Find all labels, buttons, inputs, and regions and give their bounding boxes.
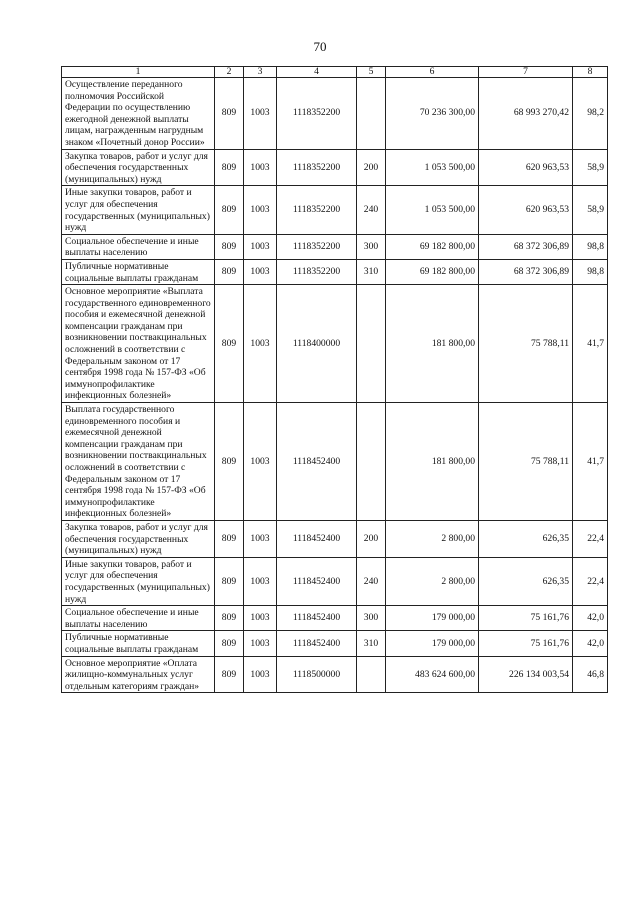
row-target-article-cell: 1118452400 [277, 631, 357, 656]
row-section-cell: 1003 [244, 186, 277, 234]
row-name-cell: Основное мероприятие «Выплата государственного единовременного пособия и ежемесячной денежной компенсации гражданам при возникновении поствакцинальных осложнений в соответствии с Федеральным законом от 17 сентября 1998 года № 157-ФЗ «Об иммунопрофилактике инфекционных болезней» [62, 285, 215, 403]
row-executed-amount-cell: 620 963,53 [479, 186, 573, 234]
row-target-article-cell: 1118352200 [277, 149, 357, 186]
row-section-cell: 1003 [244, 606, 277, 631]
header-cell: 2 [215, 67, 244, 78]
row-target-article-cell: 1118400000 [277, 285, 357, 403]
row-expense-type-cell [357, 78, 386, 150]
table-row [62, 234, 608, 259]
table-row [62, 557, 608, 605]
row-section-cell: 1003 [244, 557, 277, 605]
row-name-cell: Социальное обеспечение и иные выплаты населению [62, 606, 215, 631]
row-name-cell: Осуществление переданного полномочия Российской Федерации по осуществлению ежегодной денежной выплаты лицам, награжденным нагрудным знаком «Почетный донор России» [62, 78, 215, 150]
row-section-cell: 1003 [244, 234, 277, 259]
row-code-cell: 809 [215, 78, 244, 150]
table-row [62, 285, 608, 403]
row-code-cell: 809 [215, 606, 244, 631]
row-planned-amount-cell: 181 800,00 [386, 403, 479, 521]
row-target-article-cell: 1118500000 [277, 656, 357, 693]
table-row [62, 259, 608, 284]
row-section-cell: 1003 [244, 631, 277, 656]
row-code-cell: 809 [215, 631, 244, 656]
row-planned-amount-cell: 2 800,00 [386, 520, 479, 557]
row-name-cell: Иные закупки товаров, работ и услуг для обеспечения государственных (муниципальных) нужд [62, 557, 215, 605]
row-percent-cell: 58,9 [573, 149, 608, 186]
row-percent-cell: 41,7 [573, 285, 608, 403]
row-expense-type-cell [357, 656, 386, 693]
row-executed-amount-cell: 68 372 306,89 [479, 259, 573, 284]
table-row [62, 403, 608, 521]
row-target-article-cell: 1118352200 [277, 259, 357, 284]
row-executed-amount-cell: 620 963,53 [479, 149, 573, 186]
table-row [62, 520, 608, 557]
row-planned-amount-cell: 179 000,00 [386, 631, 479, 656]
row-expense-type-cell: 310 [357, 259, 386, 284]
row-section-cell: 1003 [244, 403, 277, 521]
table-row [62, 631, 608, 656]
table-row [62, 656, 608, 693]
row-code-cell: 809 [215, 285, 244, 403]
row-code-cell: 809 [215, 557, 244, 605]
row-planned-amount-cell: 483 624 600,00 [386, 656, 479, 693]
header-cell: 5 [357, 67, 386, 78]
row-planned-amount-cell: 2 800,00 [386, 557, 479, 605]
row-planned-amount-cell: 69 182 800,00 [386, 234, 479, 259]
row-planned-amount-cell: 1 053 500,00 [386, 149, 479, 186]
table-row [62, 149, 608, 186]
row-name-cell: Закупка товаров, работ и услуг для обеспечения государственных (муниципальных) нужд [62, 520, 215, 557]
header-cell: 7 [479, 67, 573, 78]
row-executed-amount-cell: 626,35 [479, 520, 573, 557]
row-expense-type-cell: 200 [357, 149, 386, 186]
row-percent-cell: 58,9 [573, 186, 608, 234]
row-executed-amount-cell: 75 161,76 [479, 631, 573, 656]
row-target-article-cell: 1118452400 [277, 403, 357, 521]
row-expense-type-cell: 310 [357, 631, 386, 656]
row-target-article-cell: 1118452400 [277, 557, 357, 605]
row-planned-amount-cell: 179 000,00 [386, 606, 479, 631]
row-target-article-cell: 1118452400 [277, 520, 357, 557]
row-executed-amount-cell: 226 134 003,54 [479, 656, 573, 693]
row-section-cell: 1003 [244, 656, 277, 693]
row-percent-cell: 22,4 [573, 557, 608, 605]
row-target-article-cell: 1118352200 [277, 78, 357, 150]
row-planned-amount-cell: 69 182 800,00 [386, 259, 479, 284]
row-executed-amount-cell: 68 372 306,89 [479, 234, 573, 259]
row-code-cell: 809 [215, 149, 244, 186]
row-planned-amount-cell: 1 053 500,00 [386, 186, 479, 234]
row-expense-type-cell: 200 [357, 520, 386, 557]
row-percent-cell: 22,4 [573, 520, 608, 557]
row-name-cell: Основное мероприятие «Оплата жилищно-коммунальных услуг отдельным категориям граждан» [62, 656, 215, 693]
row-name-cell: Социальное обеспечение и иные выплаты населению [62, 234, 215, 259]
row-section-cell: 1003 [244, 259, 277, 284]
table-row [62, 186, 608, 234]
row-section-cell: 1003 [244, 149, 277, 186]
row-percent-cell: 98,2 [573, 78, 608, 150]
header-cell: 6 [386, 67, 479, 78]
row-target-article-cell: 1118352200 [277, 234, 357, 259]
table-row [62, 606, 608, 631]
row-code-cell: 809 [215, 186, 244, 234]
row-expense-type-cell [357, 403, 386, 521]
row-executed-amount-cell: 75 788,11 [479, 285, 573, 403]
row-name-cell: Выплата государственного единовременного пособия и ежемесячной денежной компенсации гражданам при возникновении поствакцинальных осложнений в соответствии с Федеральным законом от 17 сентября 1998 года № 157-ФЗ «Об иммунопрофилактике инфекционных болезней» [62, 403, 215, 521]
row-target-article-cell: 1118352200 [277, 186, 357, 234]
budget-execution-table [61, 66, 608, 693]
row-percent-cell: 98,8 [573, 234, 608, 259]
row-name-cell: Публичные нормативные социальные выплаты гражданам [62, 631, 215, 656]
page-number: 70 [313, 39, 327, 54]
row-section-cell: 1003 [244, 78, 277, 150]
row-expense-type-cell: 240 [357, 557, 386, 605]
row-percent-cell: 42,0 [573, 631, 608, 656]
row-executed-amount-cell: 68 993 270,42 [479, 78, 573, 150]
header-cell: 8 [573, 67, 608, 78]
row-code-cell: 809 [215, 520, 244, 557]
row-percent-cell: 46,8 [573, 656, 608, 693]
row-name-cell: Публичные нормативные социальные выплаты гражданам [62, 259, 215, 284]
header-cell: 4 [277, 67, 357, 78]
row-executed-amount-cell: 75 161,76 [479, 606, 573, 631]
row-name-cell: Закупка товаров, работ и услуг для обеспечения государственных (муниципальных) нужд [62, 149, 215, 186]
row-code-cell: 809 [215, 403, 244, 521]
row-percent-cell: 98,8 [573, 259, 608, 284]
row-expense-type-cell [357, 285, 386, 403]
row-target-article-cell: 1118452400 [277, 606, 357, 631]
row-expense-type-cell: 300 [357, 234, 386, 259]
row-code-cell: 809 [215, 259, 244, 284]
row-name-cell: Иные закупки товаров, работ и услуг для обеспечения государственных (муниципальных) нужд [62, 186, 215, 234]
row-executed-amount-cell: 75 788,11 [479, 403, 573, 521]
row-planned-amount-cell: 181 800,00 [386, 285, 479, 403]
row-expense-type-cell: 300 [357, 606, 386, 631]
header-cell: 3 [244, 67, 277, 78]
row-executed-amount-cell: 626,35 [479, 557, 573, 605]
row-section-cell: 1003 [244, 520, 277, 557]
row-section-cell: 1003 [244, 285, 277, 403]
table-header-row [62, 67, 608, 78]
row-expense-type-cell: 240 [357, 186, 386, 234]
row-code-cell: 809 [215, 656, 244, 693]
row-code-cell: 809 [215, 234, 244, 259]
row-percent-cell: 42,0 [573, 606, 608, 631]
row-percent-cell: 41,7 [573, 403, 608, 521]
table-row [62, 78, 608, 150]
row-planned-amount-cell: 70 236 300,00 [386, 78, 479, 150]
header-cell: 1 [62, 67, 215, 78]
